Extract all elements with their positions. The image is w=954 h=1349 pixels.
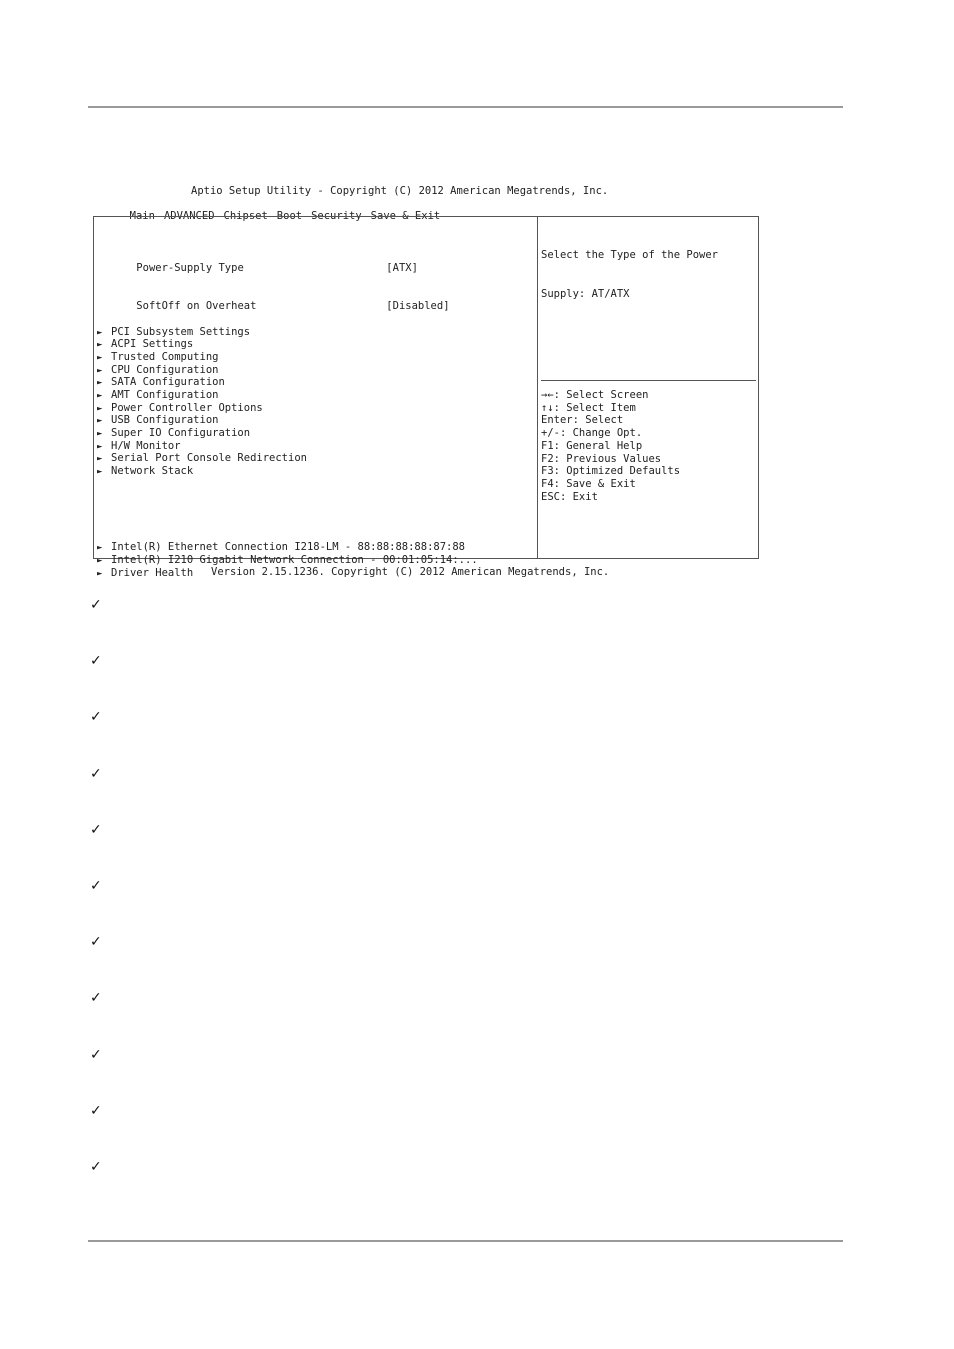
submenu-item-pci-subsystem-settings[interactable]: [97, 326, 478, 339]
setting-label: SoftOff on Overheat: [136, 300, 257, 313]
submenu-arrow-icon: ►: [97, 365, 103, 376]
checkmark-icon: ✓: [90, 878, 102, 894]
help-line: Select the Type of the Power: [541, 249, 719, 262]
menu-tab-boot[interactable]: Boot: [276, 209, 303, 222]
checkmark-icon: ✓: [90, 1046, 102, 1063]
submenu-label: Network Stack: [111, 465, 194, 478]
submenu-label: Intel(R) Ethernet Connection I218-LM - 88:88:88:88:87:88: [111, 541, 466, 554]
menu-tab-advanced[interactable]: ADVANCED: [163, 209, 215, 222]
checkmark-icon: ✓: [90, 990, 102, 1007]
submenu-label: AMT Configuration: [111, 389, 219, 402]
submenu-label: Intel(R) I210 Gigabit Network Connection - 00:01:05:14:...: [111, 554, 478, 567]
checkmark-icon: ✓: [90, 821, 102, 838]
setting-label: Power-Supply Type: [136, 262, 244, 275]
submenu-item-sata-configuration[interactable]: [97, 376, 478, 389]
submenu-label: Driver Health: [111, 566, 194, 579]
submenu-label: USB Configuration: [111, 414, 219, 427]
key-help-line: F1: General Help: [541, 439, 643, 452]
key-help-list: [541, 389, 680, 503]
submenu-label: Power Controller Options: [111, 401, 263, 414]
submenu-label: H/W Monitor: [111, 439, 181, 452]
submenu-arrow-icon: ►: [97, 556, 103, 567]
settings-list: [97, 224, 478, 592]
submenu-label: CPU Configuration: [111, 363, 219, 376]
submenu-label: Serial Port Console Redirection: [111, 452, 307, 465]
menu-tab-save-exit[interactable]: Save & Exit: [370, 209, 441, 222]
submenu-item-serial-port-console-redirection[interactable]: [97, 452, 478, 465]
setting-value[interactable]: [ATX]: [386, 262, 418, 275]
submenu-item-h-w-monitor[interactable]: [97, 440, 478, 453]
checkmark-icon: ✓: [90, 709, 102, 726]
submenu-arrow-icon: ►: [97, 467, 103, 478]
key-help-line: F3: Optimized Defaults: [541, 465, 681, 478]
menu-tab-chipset[interactable]: Chipset: [223, 209, 268, 222]
submenu-arrow-icon: ►: [97, 416, 103, 427]
key-help-line: ↑↓: Select Item: [541, 401, 636, 414]
bottom-rule: [88, 1240, 843, 1242]
submenu-arrow-icon: ►: [97, 543, 103, 554]
submenu-arrow-icon: ►: [97, 391, 103, 402]
submenu-label: SATA Configuration: [111, 376, 225, 389]
menu-tab-security[interactable]: Security: [311, 209, 362, 222]
checkmark-icon: ✓: [90, 765, 102, 782]
submenu-label: ACPI Settings: [111, 338, 194, 351]
submenu-label: PCI Subsystem Settings: [111, 325, 251, 338]
key-help-line: →←: Select Screen: [541, 389, 649, 401]
submenu-item-amt-configuration[interactable]: [97, 389, 478, 402]
submenu-arrow-icon: ►: [97, 454, 103, 465]
submenu-item-trusted-computing[interactable]: [97, 351, 478, 364]
menu-tab-main[interactable]: Main: [129, 209, 155, 222]
submenu-arrow-icon: ►: [97, 568, 103, 579]
submenu-item-acpi-settings[interactable]: [97, 338, 478, 351]
checkmark-icon: ✓: [90, 934, 102, 951]
submenu-label: Super IO Configuration: [111, 427, 251, 440]
submenu-item-power-controller-options[interactable]: [97, 402, 478, 415]
bios-version: Version 2.15.1236. Copyright (C) 2012 American Megatrends, Inc.: [211, 566, 610, 578]
submenu-arrow-icon: ►: [97, 403, 103, 414]
bios-panel-divider: [537, 216, 538, 559]
help-line: Supply: AT/ATX: [541, 287, 630, 300]
key-help-line: F4: Save & Exit: [541, 477, 636, 490]
submenu-item-network-stack[interactable]: [97, 465, 478, 478]
submenu-group-1: [97, 326, 478, 478]
checkmark-icon: ✓: [90, 597, 102, 613]
top-rule: [88, 106, 843, 108]
submenu-arrow-icon: ►: [97, 352, 103, 363]
setting-softoff-on-overheat[interactable]: [97, 288, 478, 313]
submenu-item-usb-configuration[interactable]: [97, 414, 478, 427]
setting-value[interactable]: [Disabled]: [386, 300, 450, 313]
bios-title: Aptio Setup Utility - Copyright (C) 2012 American Megatrends, Inc.: [191, 185, 609, 197]
key-help-line: +/-: Change Opt.: [541, 427, 643, 440]
checkmark-icon: ✓: [90, 1159, 102, 1175]
submenu-item-cpu-configuration[interactable]: [97, 364, 478, 377]
submenu-arrow-icon: ►: [97, 340, 103, 351]
key-help-line: Enter: Select: [541, 414, 624, 427]
help-panel-divider: [541, 380, 756, 381]
checkmark-icon: ✓: [90, 653, 102, 670]
checkmark-icon: ✓: [90, 1102, 102, 1119]
submenu-arrow-icon: ►: [97, 429, 103, 440]
submenu-arrow-icon: ►: [97, 441, 103, 452]
submenu-arrow-icon: ►: [97, 378, 103, 389]
setting-power-supply-type[interactable]: [97, 249, 478, 275]
submenu-arrow-icon: ►: [97, 327, 103, 338]
key-help-line: F2: Previous Values: [541, 452, 662, 465]
help-text: [541, 224, 718, 313]
submenu-item-super-io-configuration[interactable]: [97, 427, 478, 440]
submenu-label: Trusted Computing: [111, 350, 219, 363]
submenu-item-intel-r-ethernet-connection-i218-lm-88-8[interactable]: [97, 541, 478, 554]
submenu-item-intel-r-i210-gigabit-network-connection-[interactable]: [97, 554, 478, 567]
key-help-line: ESC: Exit: [541, 490, 598, 503]
